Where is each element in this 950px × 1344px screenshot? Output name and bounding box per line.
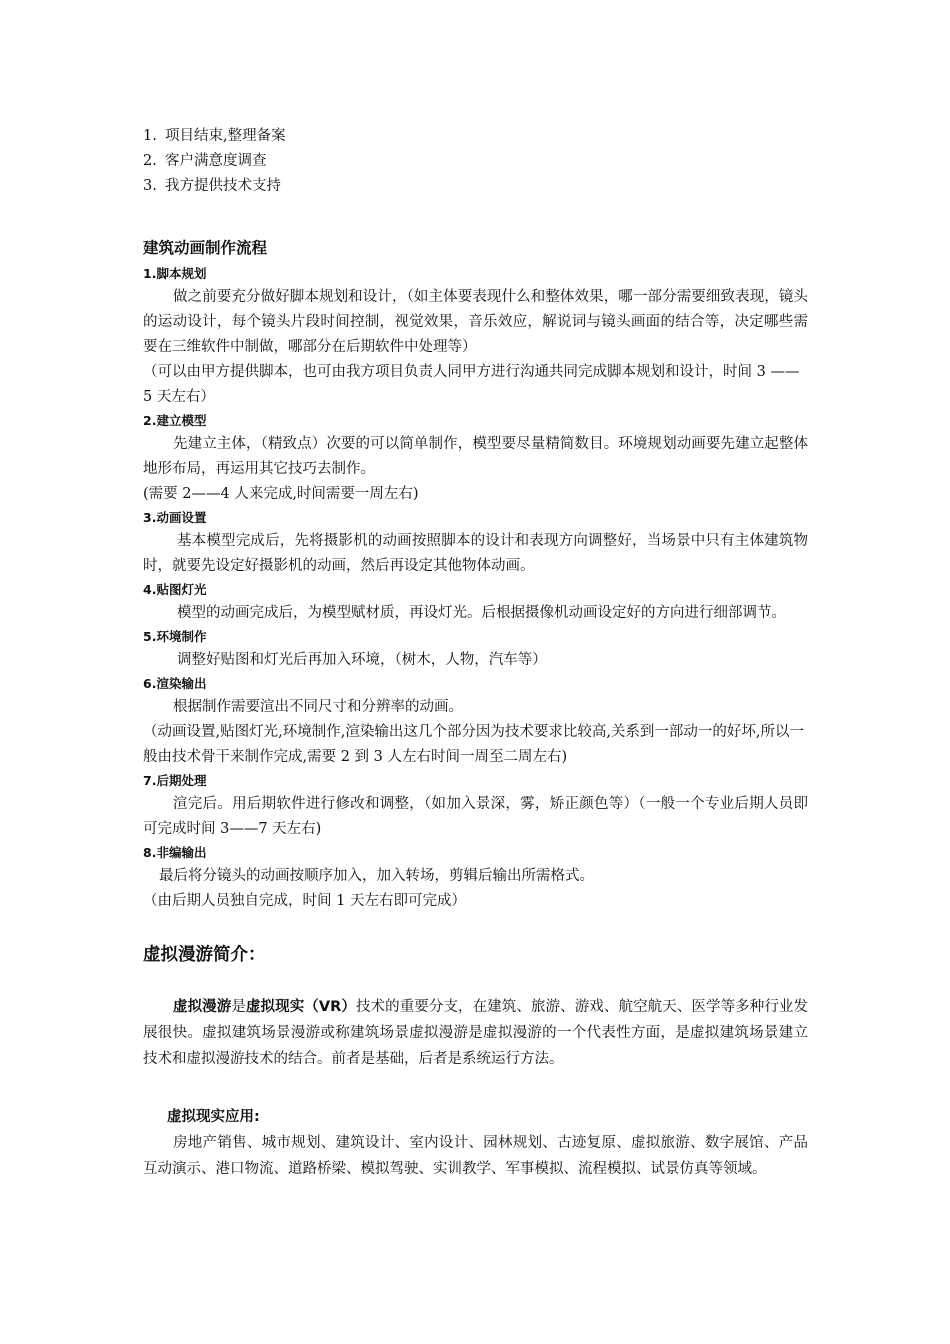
step-note: （动画设置,贴图灯光,环境制作,渲染输出这几个部分因为技术要求比较高,关系到一部动一的好坏,所以一般由技术骨干来制作完成,需要 2 到 3 人左右时间一周至二周左右) [143, 724, 805, 765]
page-content [143, 124, 808, 1182]
vr-term: 虚拟现实（VR） [245, 999, 356, 1015]
step-note: （可以由甲方提供脚本，也可由我方项目负责人同甲方进行沟通共同完成脚本规划和设计，时间 3 —— 5 天左右） [143, 364, 800, 405]
list-item: 3. 我方提供技术支持 [143, 178, 281, 194]
closing-steps-list [143, 124, 808, 199]
flow-title: 建筑动画制作流程 [143, 239, 268, 257]
step-heading: 5.环境制作 [143, 629, 207, 644]
vr-app-body: 房地产销售、城市规划、建筑设计、室内设计、园林规划、古迹复原、虚拟旅游、数字展馆、产品互动演示、港口物流、道路桥梁、模拟驾驶、实训教学、军事模拟、流程模拟、试景仿真等领域。 [143, 1135, 808, 1177]
vr-title: 虚拟漫游简介： [143, 945, 266, 965]
step-heading: 1.脚本规划 [143, 266, 207, 281]
step-heading: 2.建立模型 [143, 413, 207, 428]
step-heading: 7.后期处理 [143, 773, 207, 788]
step-heading: 4.贴图灯光 [143, 582, 207, 597]
step-body: 根据制作需要渲出不同尺寸和分辨率的动画。 [173, 699, 463, 715]
step-body: 模型的动画完成后，为模型赋材质，再设灯光。后根据摄像机动画设定好的方向进行细部调节。 [177, 605, 786, 621]
step-heading: 8.非编输出 [143, 845, 207, 860]
step-heading: 6.渲染输出 [143, 676, 207, 691]
vr-intro: 虚拟漫游是虚拟现实（VR）技术的重要分支，在建筑、旅游、游戏、航空航天、医学等多种行业发展很快。虚拟建筑场景漫游或称建筑场景虚拟漫游是虚拟漫游的一个代表性方面，是虚拟建筑场景建立技术和虚拟漫游技术的结合。前者是基础，后者是系统运行方法。 [143, 999, 809, 1067]
vr-app-title: 虚拟现实应用: [167, 1109, 260, 1125]
list-item: 2. 客户满意度调查 [143, 153, 267, 169]
step-heading: 3.动画设置 [143, 510, 207, 525]
step-body: 调整好贴图和灯光后再加入环境，（树木，人物，汽车等） [177, 652, 547, 668]
step-body: 最后将分镜头的动画按顺序加入，加入转场，剪辑后输出所需格式。 [159, 868, 594, 884]
step-note: (需要 2——4 人来完成,时间需要一周左右) [143, 486, 419, 502]
step-body: 先建立主体，（精致点）次要的可以简单制作，模型要尽量精简数目。环境规划动画要先建立起整体地形布局，再运用其它技巧去制作。 [143, 436, 808, 477]
step-note: （由后期人员独自完成，时间 1 天左右即可完成） [143, 893, 466, 909]
step-body: 基本模型完成后，先将摄影机的动画按照脚本的设计和表现方向调整好，当场景中只有主体建筑物时，就要先设定好摄影机的动画，然后再设定其他物体动画。 [143, 533, 808, 574]
list-item: 1. 项目结束,整理备案 [143, 128, 286, 144]
step-body: 渲完后。用后期软件进行修改和调整，（如加入景深，雾，矫正颜色等）（一般一个专业后期人员即可完成时间 3——7 天左右) [143, 796, 808, 837]
vr-term: 虚拟漫游 [173, 999, 232, 1015]
step-body: 做之前要充分做好脚本规划和设计，（如主体要表现什么和整体效果，哪一部分需要细致表现，镜头的运动设计，每个镜头片段时间控制，视觉效果，音乐效应，解说词与镜头画面的结合等，决定哪些需要在三维软件中制做，哪部分在后期软件中处理等） [143, 289, 808, 355]
